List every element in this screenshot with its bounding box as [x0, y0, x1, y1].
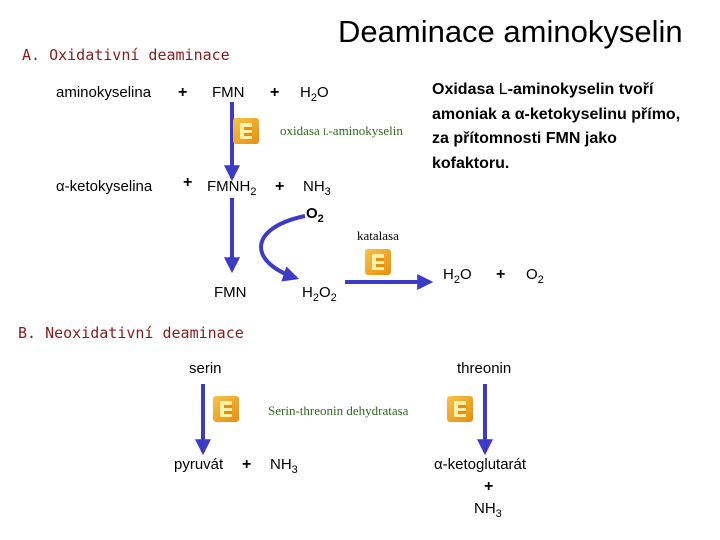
product-label: α-ketokyselina [56, 178, 153, 195]
enzyme-icon [447, 396, 473, 422]
substrate-label: aminokyselina [56, 84, 152, 101]
peroxide-label: $H_2O_2$ [302, 284, 337, 304]
enzyme-icon [365, 249, 391, 275]
enzyme-label-oxidase: oxidasa l-aminokyselin [280, 123, 403, 138]
ammonia-label: $NH_3$ [270, 456, 298, 476]
arrow-a-oxygen [261, 216, 305, 278]
ammonia-label: $NH_3$ [303, 178, 331, 198]
section-b-label: B. Neoxidativní deaminace [18, 324, 244, 342]
info-line: Oxidasa L-aminokyselin tvoří [432, 81, 654, 98]
plus-sign: + [242, 456, 252, 473]
threonine-label: threonin [457, 360, 512, 377]
enzyme-icon [233, 118, 259, 144]
water-label: $H_2O$ [300, 84, 329, 104]
fmn-out-label: FMN [214, 284, 247, 301]
water-out-label: $H_2O$ [443, 266, 472, 286]
plus-sign: + [183, 174, 193, 191]
page-title: Deaminace aminokyselin [338, 14, 683, 49]
ammonia-label: $NH_3$ [474, 500, 502, 520]
oxygen-label: $O_2$ [306, 205, 324, 225]
plus-sign: + [275, 178, 285, 195]
plus-sign: + [270, 84, 280, 101]
ketoglutarate-label: α-ketoglutarát [434, 456, 527, 473]
reduced-cofactor-label: $FMNH_2$ [207, 178, 257, 198]
plus-sign: + [484, 478, 494, 495]
enzyme-icon [213, 396, 239, 422]
info-line: kofaktoru. [432, 154, 510, 172]
info-line: amoniak a α-ketokyselinu přímo, [432, 105, 681, 123]
pyruvate-label: pyruvát [174, 456, 224, 473]
info-text [432, 78, 717, 176]
catalase-label: katalasa [357, 228, 399, 243]
serine-label: serin [189, 360, 222, 377]
cofactor-label: FMN [212, 84, 245, 101]
section-a-label: A. Oxidativní deaminace [22, 46, 230, 64]
plus-sign: + [496, 266, 506, 283]
plus-sign: + [178, 84, 188, 101]
info-line: za přítomnosti FMN jako [432, 130, 617, 147]
oxygen-out-label: $O_2$ [526, 266, 544, 286]
enzyme-label-dehydratase: Serin-threonin dehydratasa [268, 403, 409, 418]
